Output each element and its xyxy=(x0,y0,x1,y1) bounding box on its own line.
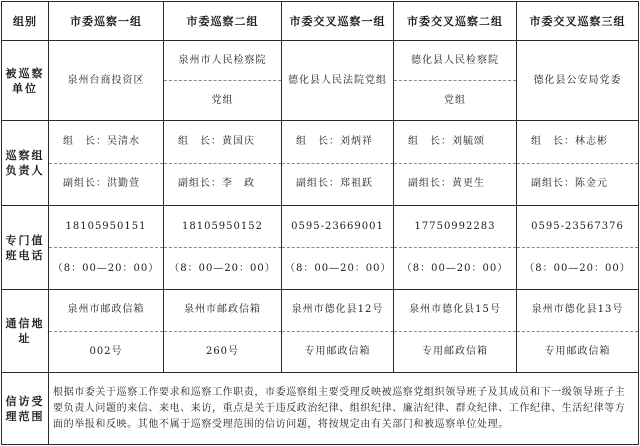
unit-cell-4 xyxy=(394,41,517,121)
phone-number: 18105950151 xyxy=(65,220,147,232)
phone-cell-1 xyxy=(49,206,164,290)
address-line: 泉州市德化县15号 xyxy=(409,304,501,316)
address-line: 泉州市邮政信箱 xyxy=(184,304,261,316)
header-group: 组别 xyxy=(2,2,49,41)
address-cell-3 xyxy=(282,290,394,373)
address-line: 专用邮政信箱 xyxy=(517,331,638,373)
row-label-leader: 巡察组负责人 xyxy=(2,121,49,206)
deputy-leader: 副组长：洪勤萱 xyxy=(49,163,163,206)
row-label-phone: 专门值班电话 xyxy=(2,206,49,290)
leader-cell-3 xyxy=(282,121,394,206)
deputy-leader: 副组长：李 政 xyxy=(164,163,281,206)
group-leader: 组 长：刘炳祥 xyxy=(296,135,373,147)
address-cell-2 xyxy=(164,290,282,373)
unit-cell-1 xyxy=(49,41,164,121)
header-col-2: 市委巡察二组 xyxy=(164,2,282,41)
address-row xyxy=(2,290,639,373)
group-leader: 组 长：刘毓颂 xyxy=(408,135,485,147)
group-leader: 组 长：吴清水 xyxy=(63,135,140,147)
address-line: 专用邮政信箱 xyxy=(394,331,516,373)
inspection-info-table xyxy=(1,1,639,445)
group-leader: 组 长：林志彬 xyxy=(531,135,608,147)
unit-name-line: 党组 xyxy=(394,80,516,120)
scope-row xyxy=(2,373,639,445)
unit-name-line: 党组 xyxy=(164,80,281,120)
address-cell-5 xyxy=(517,290,639,373)
duty-hours: （8：00—20：00） xyxy=(282,247,393,289)
leader-cell-2 xyxy=(164,121,282,206)
deputy-leader: 副组长：陈金元 xyxy=(517,163,638,206)
leader-cell-5 xyxy=(517,121,639,206)
unit-cell-3 xyxy=(282,41,394,121)
header-col-1: 市委巡察一组 xyxy=(49,2,164,41)
header-row xyxy=(2,2,639,41)
duty-hours: （8：00—20：00） xyxy=(164,247,281,289)
address-cell-1 xyxy=(49,290,164,373)
header-col-4: 市委交叉巡察二组 xyxy=(394,2,517,41)
unit-row xyxy=(2,41,639,121)
phone-cell-5 xyxy=(517,206,639,290)
row-label-address: 通信地址 xyxy=(2,290,49,373)
address-cell-4 xyxy=(394,290,517,373)
address-line: 专用邮政信箱 xyxy=(282,331,393,373)
unit-name: 泉州台商投资区 xyxy=(67,74,145,86)
row-label-unit: 被巡察单位 xyxy=(2,41,49,121)
unit-name: 德化县人民法院党组 xyxy=(288,74,387,86)
phone-number: 17750992283 xyxy=(414,220,496,232)
deputy-leader: 副组长：黄更生 xyxy=(394,163,516,206)
header-col-5: 市委交叉巡察三组 xyxy=(517,2,639,41)
phone-cell-2 xyxy=(164,206,282,290)
phone-cell-3 xyxy=(282,206,394,290)
group-leader: 组 长：黄国庆 xyxy=(178,135,255,147)
phone-number: 18105950152 xyxy=(182,220,263,232)
phone-cell-4 xyxy=(394,206,517,290)
phone-row xyxy=(2,206,639,290)
leader-cell-4 xyxy=(394,121,517,206)
phone-number: 0595-23567376 xyxy=(531,220,624,232)
address-line: 泉州市邮政信箱 xyxy=(67,304,145,316)
leader-cell-1 xyxy=(49,121,164,206)
scope-text: 根据市委关于巡察工作要求和巡察工作职责，市委巡察组主要受理反映被巡察党组织领导班子及其成员和下一级领导班子主要负责人问题的来信、来电、来访，重点是关于违反政治纪律、组织纪律、廉洁纪律、群众纪律、工作纪律、生活纪律等方面的举报和反映。其他不属于巡察受理范围的信访问题，将按规定由有关部门和被巡察单位处理。 xyxy=(49,373,639,445)
unit-cell-5 xyxy=(517,41,639,121)
address-line: 002号 xyxy=(49,331,163,373)
address-line: 260号 xyxy=(164,331,281,373)
phone-number: 0595-23669001 xyxy=(291,220,384,232)
unit-name-line: 泉州市人民检察院 xyxy=(178,54,267,66)
duty-hours: （8：00—20：00） xyxy=(394,247,516,289)
deputy-leader: 副组长：郑祖跃 xyxy=(282,163,393,206)
duty-hours: （8：00—20：00） xyxy=(517,247,638,289)
unit-name: 德化县公安局党委 xyxy=(533,74,622,86)
duty-hours: （8：00—20：00） xyxy=(49,247,163,289)
address-line: 泉州市德化县13号 xyxy=(531,304,624,316)
header-col-3: 市委交叉巡察一组 xyxy=(282,2,394,41)
unit-cell-2 xyxy=(164,41,282,121)
address-line: 泉州市德化县12号 xyxy=(291,304,384,316)
row-label-scope: 信访受理范围 xyxy=(2,373,49,445)
unit-name-line: 德化县人民检察院 xyxy=(411,54,499,66)
leader-row xyxy=(2,121,639,206)
